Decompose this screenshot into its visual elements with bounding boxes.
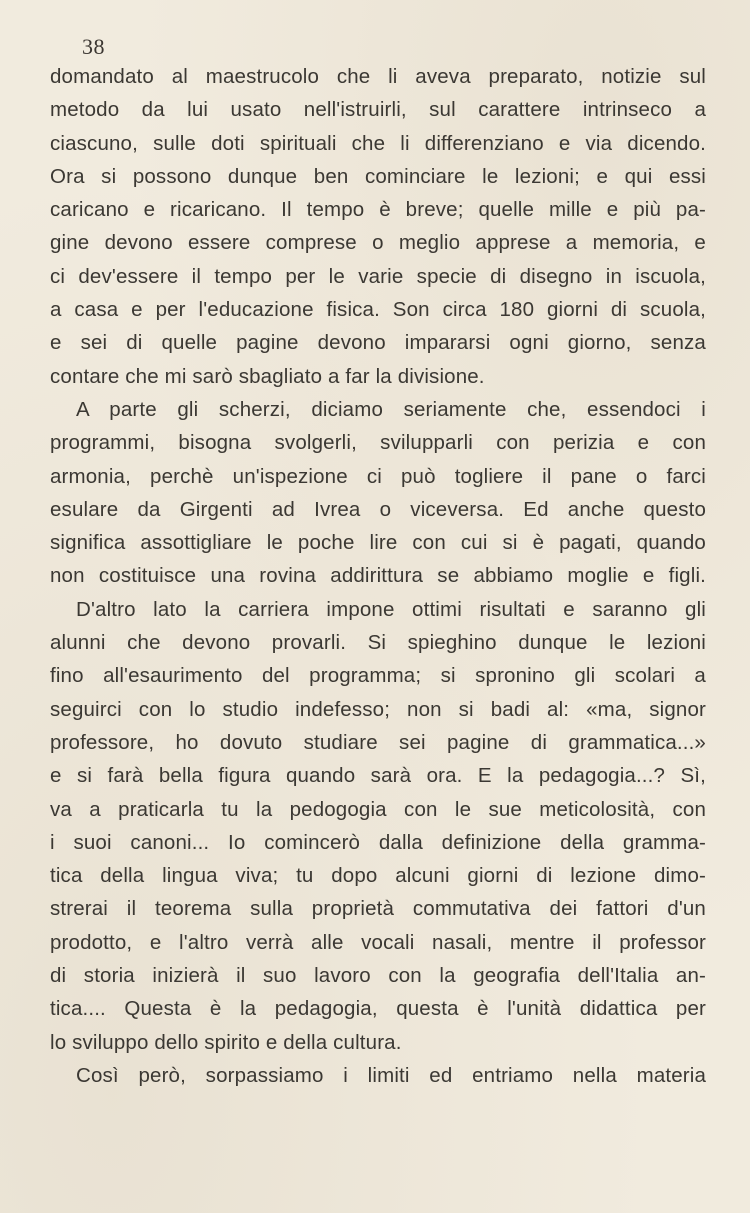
page-number: 38 xyxy=(82,34,105,59)
text-line: lo sviluppo dello spirito e della cultura. xyxy=(50,1030,402,1054)
text-line: programmi, bisogna svolgerli, svilupparli con perizia e con xyxy=(50,431,706,455)
text-line: Ora si possono dunque ben cominciare le lezioni; e qui essi xyxy=(50,164,706,188)
text-line: seguirci con lo studio indefesso; non si badi al: «ma, signor xyxy=(50,697,706,721)
text-line: strerai il teorema sulla proprietà commutativa dei fattori d'un xyxy=(50,897,706,921)
text-line: ci dev'essere il tempo per le varie specie di disegno in iscuola, xyxy=(50,264,706,288)
text-line: tica della lingua viva; tu dopo alcuni giorni di lezione dimo- xyxy=(50,864,706,888)
text-line: alunni che devono provarli. Si spieghino dunque le lezioni xyxy=(50,631,706,655)
text-line: domandato al maestrucolo che li aveva preparato, notizie sul xyxy=(50,65,706,88)
text-line: i suoi canoni... Io comincerò dalla definizione della gramma- xyxy=(50,830,706,854)
text-line: significa assottigliare le poche lire con cui si è pagati, quando xyxy=(50,531,706,555)
text-line: caricano e ricaricano. Il tempo è breve; quelle mille e più pa- xyxy=(50,198,706,222)
text-line: Così però, sorpassiamo i limiti ed entriamo nella materia xyxy=(76,1063,706,1087)
text-line: ciascuno, sulle doti spirituali che li differenziano e via dicendo. xyxy=(50,131,706,155)
body-text xyxy=(50,60,706,1092)
text-line: professore, ho dovuto studiare sei pagine di grammatica...» xyxy=(50,730,706,754)
text-line: fino all'esaurimento del programma; si spronino gli scolari a xyxy=(50,664,706,688)
text-line: prodotto, e l'altro verrà alle vocali nasali, mentre il professor xyxy=(50,930,706,954)
text-line: tica.... Questa è la pedagogia, questa è l'unità didattica per xyxy=(50,997,706,1021)
text-line: D'altro lato la carriera impone ottimi risultati e saranno gli xyxy=(76,597,706,621)
text-line: contare che mi sarò sbagliato a far la divisione. xyxy=(50,364,485,388)
text-line: metodo da lui usato nell'istruirli, sul carattere intrinseco a xyxy=(50,98,706,122)
text-line: e sei di quelle pagine devono impararsi ogni giorno, senza xyxy=(50,331,706,355)
text-line: A parte gli scherzi, diciamo seriamente che, essendoci i xyxy=(76,397,706,421)
text-line: gine devono essere comprese o meglio apprese a memoria, e xyxy=(50,231,706,255)
text-line: va a praticarla tu la pedogogia con le sue meticolosità, con xyxy=(50,797,706,821)
text-line: e si farà bella figura quando sarà ora. E la pedagogia...? Sì, xyxy=(50,764,706,788)
text-line: armonia, perchè un'ispezione ci può togliere il pane o farci xyxy=(50,464,706,488)
text-line: a casa e per l'educazione fisica. Son circa 180 giorni di scuola, xyxy=(50,298,706,322)
text-line: non costituisce una rovina addirittura se abbiamo moglie e figli. xyxy=(50,564,706,588)
text-line: esulare da Girgenti ad Ivrea o viceversa. Ed anche questo xyxy=(50,497,706,521)
text-line: di storia inizierà il suo lavoro con la geografia dell'Italia an- xyxy=(50,964,706,988)
